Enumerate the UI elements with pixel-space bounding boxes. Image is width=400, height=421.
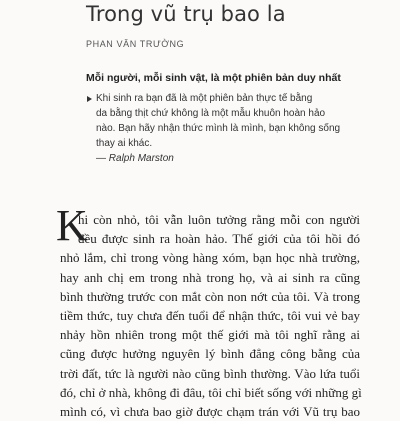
body-line: nhảy hồn nhiên trong một thế giới mà tôi nghĩ rằng ai [60,327,360,343]
body-line: trời đất, tức là người nào cũng bình thường. Vào lứa tuổi [60,365,360,381]
drop-cap: K [56,201,88,250]
body-line: nhỏ lắm, chỉ trong vòng hàng xóm, bạn học nhà trường, [60,250,360,266]
attribution-name: Ralph Marston [108,153,174,164]
body-paragraph [60,210,360,421]
epigraph-quote-line: thay ai khác. [96,138,153,149]
epigraph-quote [96,91,356,151]
body-line: mình có, vì chưa bao giờ được chạm trán với Vũ trụ bao [60,404,360,420]
body-line: hi còn nhỏ, tôi vẫn luôn tưởng rằng mỗi con người [78,212,360,227]
quote-marker-icon [87,96,92,102]
body-line: tiềm thức, tuy chưa đến tuổi để nhận thức, tôi vui vẻ bay [60,308,360,324]
epigraph-quote-line: da bằng thịt chứ không là một mẫu khuôn hoàn hảo [96,108,326,119]
body-line: cũng được hưởng nguyên lý bình đẳng công bằng của [60,346,360,362]
epigraph-heading: Mỗi người, mỗi sinh vật, là một phiên bản duy nhất [86,72,341,84]
epigraph-quote-line: nào. Bạn hãy nhận thức mình là mình, bạn không sống [96,123,341,134]
epigraph-attribution [96,153,174,164]
attribution-dash: — [96,153,109,164]
epigraph-quote-line: Khi sinh ra bạn đã là một phiên bản thực tế bằng [96,93,313,104]
chapter-author: PHAN VĂN TRƯỜNG [86,39,185,49]
chapter-title: Trong vũ trụ bao la [86,2,286,26]
body-line: đó, chỉ ở nhà, không đi đâu, tôi chỉ biết sống với những gì [60,384,362,400]
body-line: đều được sinh ra hoàn hảo. Thế giới của tôi hồi đó [78,231,360,247]
body-line: bình thường trước con mắt còn non nớt của tôi. Và trong [60,288,360,304]
body-line: hay anh chị em trong nhà trong họ, và ai sinh ra cũng [60,269,360,285]
